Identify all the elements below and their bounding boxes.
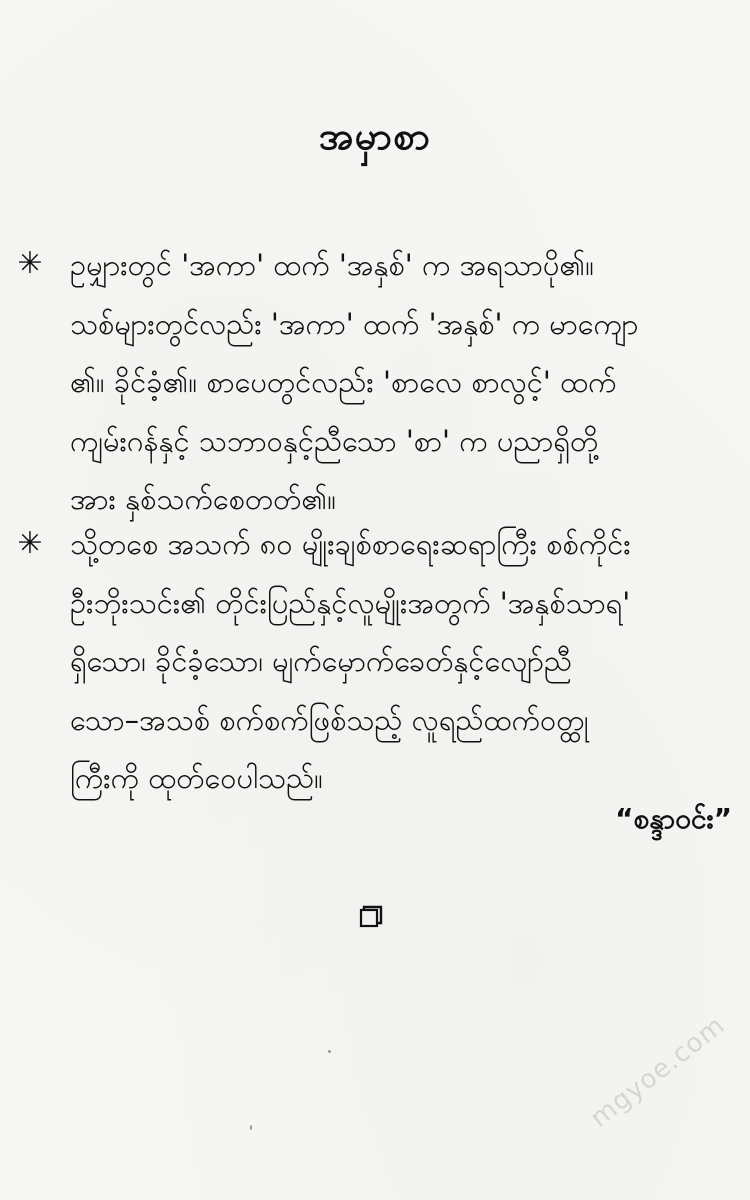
paragraph-line: အား နှစ်သက်စေတတ်၏။: [70, 482, 336, 516]
bullet-icon: ✳: [17, 246, 43, 281]
watermark: mgyoe.com: [585, 1010, 732, 1134]
paragraph-line: ရှိသော၊ ခိုင်ခံ့သော၊ မျက်မှောက်ခေတ်နှင့်လျော်ညီ: [70, 644, 572, 678]
page-speck: [250, 1125, 252, 1130]
page-speck: [328, 1050, 331, 1053]
paragraph-2: [70, 515, 735, 808]
author-signature: “စန္ဒာဝင်း”: [615, 802, 732, 835]
paragraph-line: ၏။ ခိုင်ခံ့၏။ စာပေတွင်လည်း 'စာလေ စာလွင့်' ထက်: [70, 365, 617, 399]
bullet-icon: ✳: [17, 526, 43, 561]
page-title: အမှာစာ: [318, 114, 432, 158]
paragraph-line: ကြီးကို ထုတ်ဝေပါသည်။: [70, 761, 323, 795]
paragraph-line: သစ်များတွင်လည်း 'အကာ' ထက် 'အနှစ်' က မာကျော: [70, 306, 639, 341]
paragraph-line: ဥမျှားတွင် 'အကာ' ထက် 'အနှစ်' က အရသာပို၏။: [70, 248, 594, 282]
paragraph-line: သော–အသစ် စက်စက်ဖြစ်သည့် လူရည်ထက်ဝတ္ထု: [70, 702, 589, 737]
paragraph-line: ကျမ်းဂန်နှင့် သဘာဝနှင့်ညီသော 'စာ' က ပညာရှိတို့: [70, 423, 599, 458]
paragraph-1: [70, 236, 735, 529]
end-mark-icon: [359, 905, 383, 929]
paragraph-line: သို့တစေ အသက် ၈၀ မျိုးချစ်စာရေးဆရာကြီး စစ်ကိုင်း: [70, 527, 631, 561]
paragraph-line: ဦးဘိုးသင်း၏ တိုင်းပြည်နှင့်လူမျိုးအတွက် 'အနှစ်သာရ': [70, 585, 631, 620]
